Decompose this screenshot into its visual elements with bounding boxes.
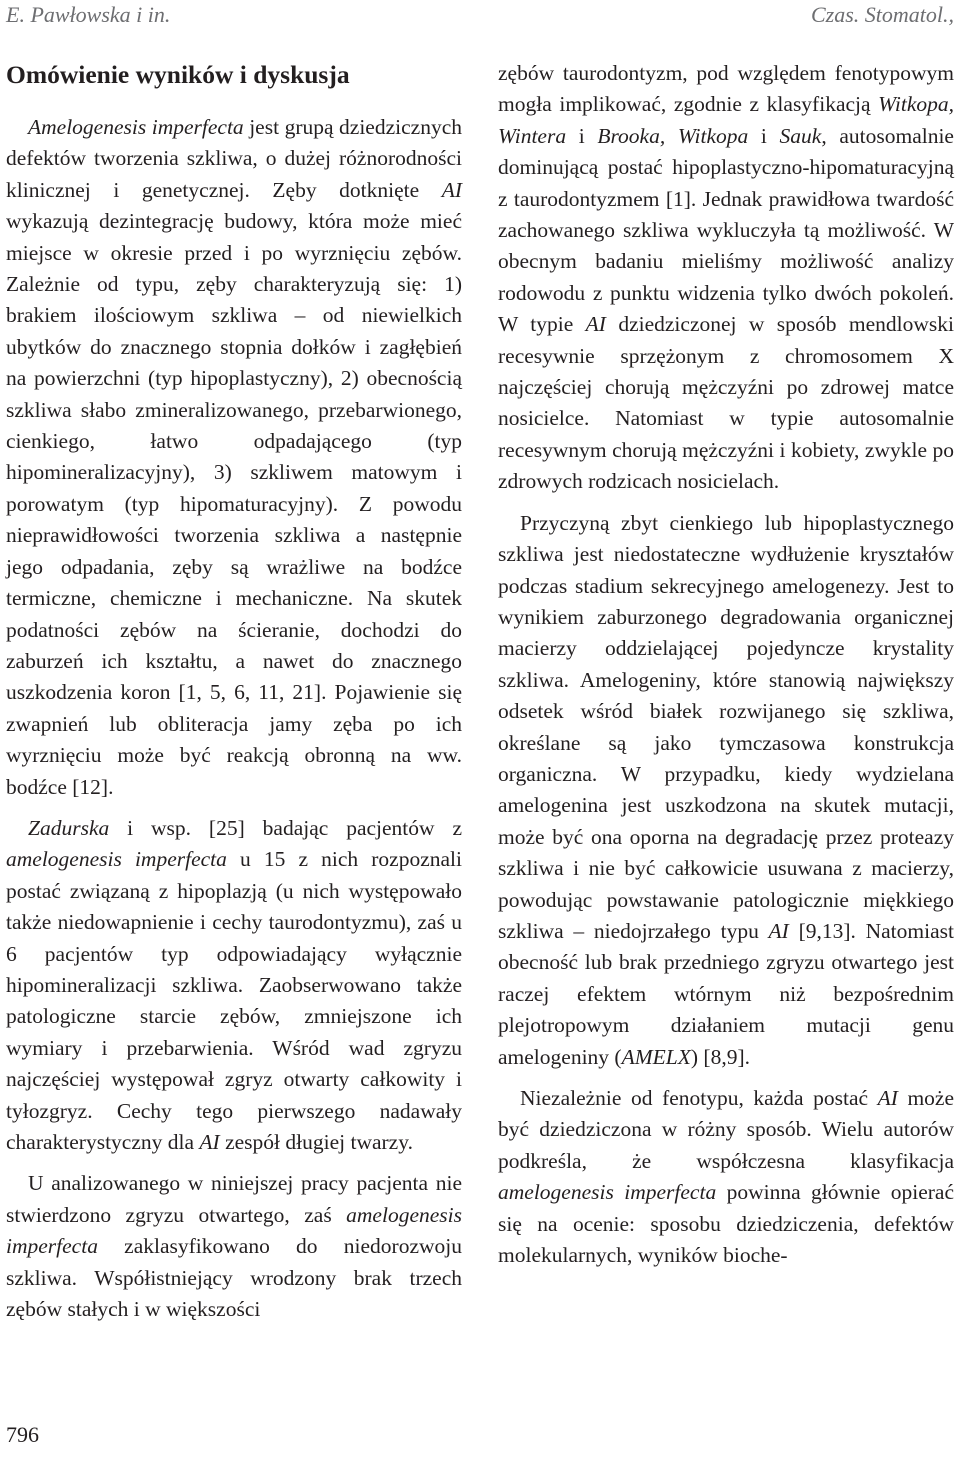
right-column (498, 58, 954, 1271)
author-italic: Brooka, Witkopa (597, 123, 749, 148)
term-italic: AI (768, 918, 789, 943)
text-span: wykazują dezintegrację budowy, która może mieć miejsce w okresie przed i po wyrznięciu zębów. Zależnie od typu, zęby charakteryzują się: 1) brakiem ilościowym szkliwa – od niewielkich ubytków do znacznego stopnia dołków i zagłębień na powierzchni (typ hipoplastyczny), 2) obecnością szkliwa słabo zmineralizowanego, przebarwionego, cienkiego, łatwo odpadającego (typ hipomineralizacyjny), 3) szkliwem matowym i porowatym (typ hipomaturacyjny). Z powodu nieprawidłowości tworzenia szkliwa a następnie jego odpadania, zęby są wrażliwe na bodźce termiczne, chemiczne i mechaniczne. Na skutek podatności zębów na ścieranie, dochodzi do zaburzeń ich kształtu, a nawet do znacznego uszkodzenia koron [1, 5, 6, 11, 21]. Pojawienie się zwapnień lub obliteracja jamy zęba po ich wyrznięciu może być reakcją obronną na ww. bodźce [12]. (6, 209, 462, 799)
text-span: U analizowanego w niniejszej pracy pacjenta nie stwierdzono zgryzu otwartego, zaś (6, 1171, 462, 1227)
section-title: Omówienie wyników i dyskusja (6, 60, 350, 89)
paragraph (6, 112, 462, 803)
text-span: zębów taurodontyzm, pod względem fenotypowym mogła implikować, zgodnie z klasyfikacją (498, 61, 954, 117)
header-authors: E. Pawłowska i in. (6, 2, 171, 27)
term-italic: amelogenesis imperfecta (6, 1202, 462, 1259)
text-span: powinna głównie opierać się na ocenie: sposobu dziedziczenia, defektów molekularnych, wyników bioche- (498, 1180, 954, 1268)
text-span: , autosomalnie dominującą postać hipoplastyczno-hipomaturacyjną z taurodontyzmem [1]. Jednak prawidłowa twardość zachowanego szkliwa wykluczyła tą możliwość. W obecnym badaniu mieliśmy możliwość analizy rodowodu z punktu widzenia tylko dwóch pokoleń. W typie (498, 123, 954, 337)
text-span: może być dziedziczona w różny sposób. Wielu autorów podkreśla, że współczesna klasyfikacja (498, 1086, 955, 1173)
text-span: [9,13]. Natomiast obecność lub brak przedniego zgryzu otwartego jest raczej efektem wtórnym niż bezpośrednim plejotropowym działaniem mutacji genu amelogeniny ( (498, 918, 954, 1069)
page-number: 796 (6, 1422, 39, 1447)
term-italic: amelogenesis imperfecta (6, 847, 227, 872)
paragraph (498, 1083, 954, 1271)
text-span: Niezależnie od fenotypu, każda postać (520, 1086, 878, 1110)
paragraph (498, 58, 954, 498)
gene-italic: AMELX (621, 1044, 691, 1069)
term-italic: Amelogenesis imperfecta (28, 115, 244, 139)
text-span: ) [8,9]. (690, 1044, 750, 1069)
term-italic: amelogenesis imperfecta (498, 1180, 717, 1205)
text-span: zespół długiej twarzy. (219, 1130, 413, 1154)
text-span: u 15 z nich rozpoznali postać związaną z hipoplazją (u nich występowało także niedowapnienie i cechy taurodontyzmu), zaś u 6 pacjentów typ odpowiadający wyłącznie hipomineralizacji szkliwa. Zaobserwowano także patologiczne starcie zębów, zmniejszone ich wymiary i przebarwienia. Wśród wad zgryzu najczęściej występował zgryz otwarty całkowity i tyłozgryz. Cechy tego pierwszego nadawały charakterystyczny dla (6, 847, 462, 1154)
author-italic: Witkopa, Wintera (498, 92, 954, 148)
text-span: i (566, 123, 598, 148)
text-span: i (748, 123, 780, 148)
paragraph (6, 813, 462, 1158)
text-span: dziedziczonej w sposób mendlowski recesywnie sprzężonym z chromosomem X najczęściej chorują mężczyźni po zdrowej matce nosicielce. Natomiast w typie autosomalnie recesywnym chorują mężczyźni i kobiety, zwykle po zdrowych rodzicach nosicielach. (498, 312, 954, 494)
paragraph (6, 1168, 462, 1325)
author-italic: Sauk (779, 123, 822, 148)
header-journal: Czas. Stomatol., (810, 2, 954, 27)
term-italic: AI (877, 1086, 898, 1110)
text-span: jest grupą dziedzicznych defektów tworzenia szkliwa, o dużej różnorodności klinicznej i genetycznej. Zęby dotknięte (6, 115, 462, 202)
term-italic: AI (199, 1130, 220, 1154)
term-italic: AI (441, 177, 462, 202)
text-span: Przyczyną zbyt cienkiego lub hipoplastycznego szkliwa jest niedostateczne wydłużenie kryształów podczas stadium sekrecyjnego amelogenezy. Jest to wynikiem zaburzonego degradowania organicznej macierzy oddzielającej pojedyncze krystality szkliwa. Amelogeniny, które stanowią największy odsetek wśród białek rozwijanego się szkliwa, określane są jako tymczasowa konstrukcja organiczna. W przypadku, kiedy wydzielana amelogenina jest uszkodzona na skutek mutacji, może być ona oporna na degradację przez proteazy szkliwa i nie być całkowicie usuwana z macierzy, powodując powstawanie patologicznie miękkiego szkliwa – niedojrzałego typu (498, 510, 954, 943)
paragraph (498, 508, 954, 1073)
running-head (0, 0, 960, 40)
left-column (6, 58, 462, 1325)
text-span: i wsp. [25] badając pacjentów z (109, 815, 462, 840)
author-italic: Zadurska (28, 815, 110, 840)
text-span: zaklasyfikowano do niedorozwoju szkliwa. Współistniejący wrodzony brak trzech zębów stałych i w większości (6, 1234, 462, 1322)
term-italic: AI (585, 312, 606, 337)
